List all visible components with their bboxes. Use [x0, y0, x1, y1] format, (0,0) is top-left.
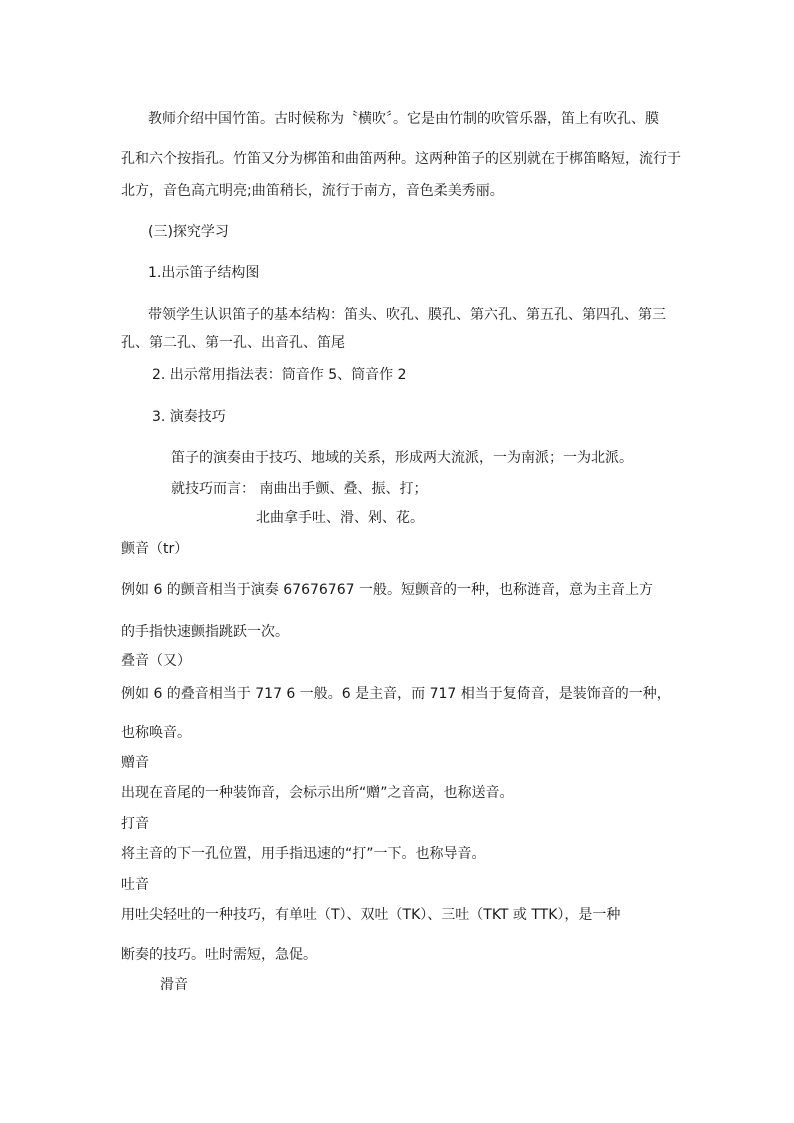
intro-paragraph-line-3: 北方，音色高亢明亮;曲笛稍长，流行于南方，音色柔美秀丽。: [121, 183, 504, 199]
after-note-text: 出现在音尾的一种装饰音，会标示出所“赠”之音高，也称送音。: [121, 785, 514, 801]
trill-text-line-1: 例如 6 的颤音相当于演奏 67676767 一般。短颤音的一种，也称涟音，意为主音上方: [121, 582, 653, 598]
heading-strike-note: 打音: [121, 816, 149, 832]
heading-turn: 叠音（又）: [121, 653, 191, 669]
tonguing-text-line-2: 断奏的技巧。吐时需短，急促。: [121, 947, 317, 963]
heading-after-note: 赠音: [121, 755, 149, 771]
tonguing-text-line-1: 用吐尖轻吐的一种技巧，有单吐（T）、双吐（TK）、三吐（TKT 或 TTK），是一种: [121, 907, 621, 923]
northern-techniques: 北曲拿手吐、滑、剁、花。: [256, 510, 424, 526]
heading-tonguing: 吐音: [121, 877, 149, 893]
section-heading-explore: (三)探究学习: [148, 224, 229, 240]
structure-paragraph-line-2: 孔、第二孔、第一孔、出音孔、笛尾: [121, 335, 345, 351]
item-1-structure-diagram: 1.出示笛子结构图: [148, 265, 260, 281]
heading-glide: 滑音: [160, 977, 188, 993]
intro-paragraph-line-2: 孔和六个按指孔。竹笛又分为梆笛和曲笛两种。这两种笛子的区别就在于梆笛略短，流行于: [121, 151, 681, 167]
turn-text-line-1: 例如 6 的叠音相当于 717 6 一般。6 是主音，而 717 相当于复倚音，是装饰音的一种，: [121, 686, 671, 702]
item-2-fingering-chart: 2. 出示常用指法表：筒音作 5、筒音作 2: [152, 367, 407, 383]
structure-paragraph-line-1: 带领学生认识笛子的基本结构：笛头、吹孔、膜孔、第六孔、第五孔、第四孔、第三: [148, 307, 666, 323]
southern-techniques: 就技巧而言： 南曲出手颤、叠、振、打；: [171, 481, 428, 497]
turn-text-line-2: 也称唤音。: [121, 725, 191, 741]
trill-text-line-2: 的手指快速颤指跳跃一次。: [121, 624, 289, 640]
strike-note-text: 将主音的下一孔位置，用手指迅速的“打”一下。也称导音。: [121, 846, 486, 862]
intro-paragraph-line-1: 教师介绍中国竹笛。古时候称为〝横吹〞。它是由竹制的吹管乐器，笛上有吹孔、膜: [148, 111, 659, 127]
schools-paragraph: 笛子的演奏由于技巧、地域的关系，形成两大流派，一为南派；一为北派。: [171, 450, 633, 466]
item-3-playing-techniques: 3. 演奏技巧: [152, 409, 226, 425]
heading-trill: 颤音（tr）: [121, 541, 189, 557]
